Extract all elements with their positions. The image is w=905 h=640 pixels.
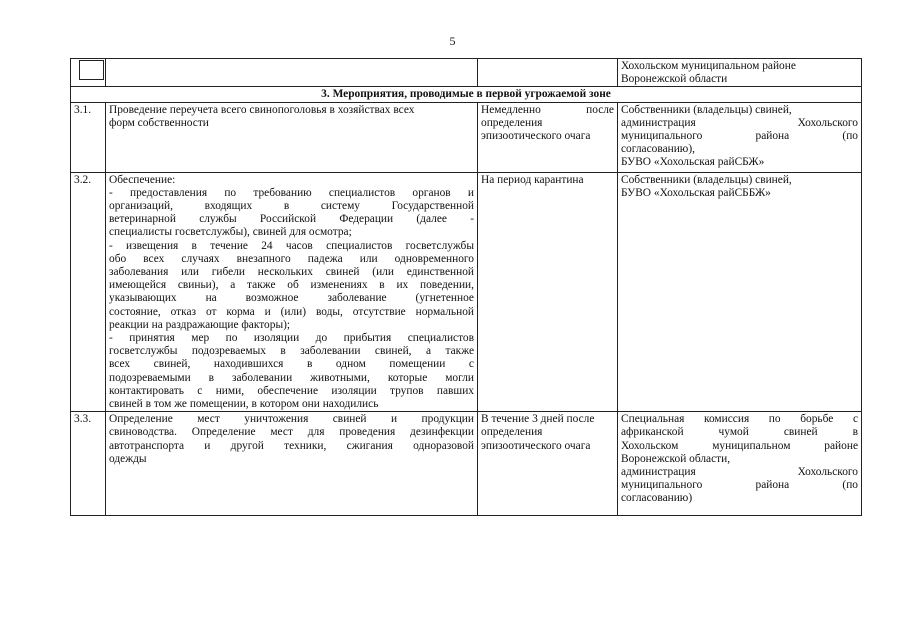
measure-cell [106, 412, 478, 516]
responsible-line: БУВО «Хохольская райСББЖ» [621, 186, 771, 199]
responsible-cell [618, 102, 862, 172]
page-number: 5 [449, 34, 456, 48]
measure-line: обо всех случаях внезапного падежа или одновременного [109, 252, 474, 265]
table-row [71, 412, 862, 516]
responsible-line: Хохольском муниципальном районе [621, 439, 858, 452]
row-number: 3.2. [71, 172, 106, 412]
measure-line: специалисты госветслужбы), свиней для осмотра; [109, 226, 352, 239]
measure-line: одежды [109, 452, 147, 465]
responsible-line: Воронежской области, [621, 452, 731, 465]
term-line: определения [481, 426, 543, 439]
measure-line: подозреваемыми в заболевании животными, которые могли [109, 371, 474, 384]
measure-line: Определение мест уничтожения свиней и продукции [109, 413, 474, 426]
measure-line: организаций, входящих в систему Государственной [109, 200, 474, 213]
measure-line: имеющейся свиньи), а также об изменениях в их поведении, [109, 279, 474, 292]
responsible-line: администрация Хохольского [621, 466, 858, 479]
responsible-cell [618, 59, 862, 87]
row-number: 3.1. [71, 102, 106, 172]
responsible-line: согласованию), [621, 143, 695, 156]
measure-line: автотранспорта и другой техники, сжигания одноразовой [109, 439, 474, 452]
responsible-cell [618, 172, 862, 412]
measure-line: ветеринарной службы Российской Федерации (далее - [109, 213, 474, 226]
responsible-line: администрация Хохольского [621, 116, 858, 129]
measure-line: Проведение переучета всего свинопоголовья в хозяйствах всех [109, 103, 415, 116]
measure-line: свиноводства. Определение мест для проведения дезинфекции [109, 426, 474, 439]
measure-line: всех свиней, находившихся в одном помещении с [109, 358, 474, 371]
measure-line: - предоставления по требованию специалистов органов и [109, 186, 474, 199]
responsible-line: Воронежской области [621, 73, 728, 86]
term-line: В течение 3 дней после [481, 413, 595, 426]
measure-line: Обеспечение: [109, 173, 176, 186]
responsible-line: Хохольском муниципальном районе [621, 60, 796, 72]
measure-line: госветслужбы подозреваемых в заболевании свиней, а также [109, 345, 474, 358]
responsible-line: БУВО «Хохольская райСБЖ» [621, 156, 765, 169]
row-number: 3.3. [71, 412, 106, 516]
term-cell [478, 59, 618, 87]
responsible-line: муниципального района (по [621, 130, 858, 143]
section-header-row [71, 87, 862, 102]
inner-box [79, 60, 104, 80]
responsible-line: Собственники (владельцы) свиней, [621, 173, 792, 186]
term-line: Немедленно после [481, 103, 614, 116]
measure-cell [106, 102, 478, 172]
table-row [71, 102, 862, 172]
measure-line: свиней в том же помещении, в котором они находились [109, 398, 379, 411]
measure-line: - принятия мер по изоляции до прибытия специалистов [109, 332, 474, 345]
responsible-cell [618, 412, 862, 516]
term-line: эпизоотического очага [481, 130, 591, 143]
num-cell [71, 59, 106, 87]
term-line: эпизоотического очага [481, 439, 591, 452]
term-cell [478, 172, 618, 412]
measures-table [70, 58, 862, 516]
table-row [71, 172, 862, 412]
responsible-line: африканской чумой свиней в [621, 426, 858, 439]
measure-cell [106, 59, 478, 87]
section-title: 3. Мероприятия, проводимые в первой угрожаемой зоне [71, 87, 862, 102]
term-cell [478, 102, 618, 172]
responsible-line: Специальная комиссия по борьбе с [621, 413, 858, 426]
measure-cell [106, 172, 478, 412]
responsible-line: согласованию) [621, 492, 693, 505]
measure-line: заболевания или гибели нескольких свиней (или единственной [109, 266, 474, 279]
term-line: определения [481, 116, 543, 129]
measure-line: реакции на раздражающие факторы); [109, 318, 291, 331]
responsible-line: муниципального района (по [621, 479, 858, 492]
measure-line: состояние, отказ от корма и (или) воды, отсутствие нормальной [109, 305, 474, 318]
measure-line: контактировать с ними, обеспечение изоляции трупов павших [109, 384, 474, 397]
term-cell [478, 412, 618, 516]
measure-line: указывающих на возможное заболевание (угнетенное [109, 292, 474, 305]
responsible-line: Собственники (владельцы) свиней, [621, 103, 792, 116]
term-line: На период карантина [481, 173, 584, 186]
measure-line: - извещения в течение 24 часов специалистов госветслужбы [109, 239, 474, 252]
table-row-continuation [71, 59, 862, 87]
measure-line: форм собственности [109, 116, 209, 129]
